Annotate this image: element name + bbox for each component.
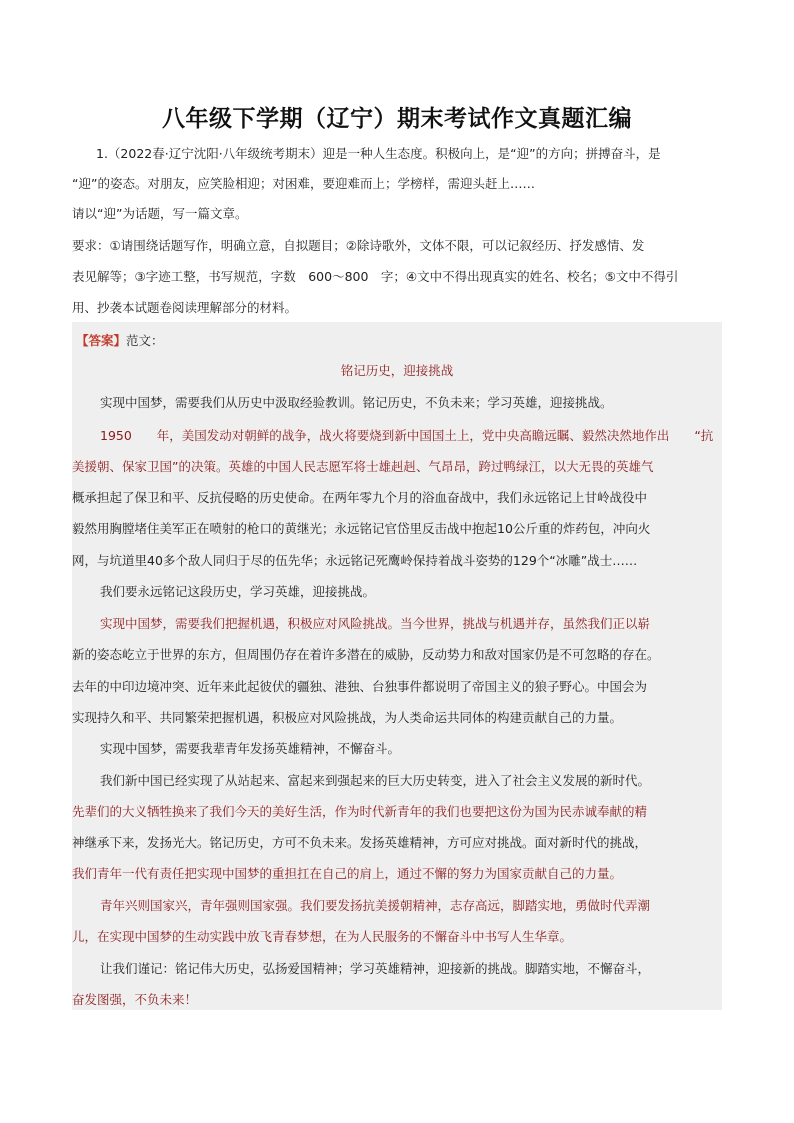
- essay-line: 毅然用胸膛堵住美军正在喷射的枪口的黄继光；永远铭记官岱里反击战中抱起10公斤重的炸药包，冲向火: [72, 521, 651, 536]
- essay-line: 去年的中印边境冲突、近年来此起彼伏的疆独、港独、台独事件都说明了帝国主义的狼子野心。中国会为: [72, 679, 648, 694]
- question-instruction: 请以“迎”为话题，写一篇文章。: [72, 206, 248, 221]
- essay-line: 我们要永远铭记这段历史，学习英雄，迎接挑战。: [100, 584, 376, 599]
- essay-line: 让我们谨记：铭记伟大历史，弘扬爱国精神；学习英雄精神，迎接新的挑战。脚踏实地，不懈奋斗，: [100, 961, 651, 976]
- essay-line: 新的姿态屹立于世界的东方，但周围仍存在着许多潜在的威胁，反动势力和敌对国家仍是不可忽略的存在。: [72, 647, 660, 662]
- answer-label: 范文：: [126, 333, 164, 348]
- question-line-1: 1.（2022春·辽宁沈阳·八年级统考期末）迎是一种人生态度。积极向上，是“迎”的方向；拼搏奋斗，是: [96, 146, 661, 161]
- essay-line: 青年兴则国家兴，青年强则国家强。我们要发扬抗美援朝精神，志存高远，脚踏实地，勇做时代弄潮: [100, 898, 651, 913]
- essay-line: 1950 年，美国发动对朝鲜的战争，战火将要烧到新中国国土上，党中央高瞻远瞩、毅然决然地作出 “抗: [100, 428, 714, 443]
- answer-tag: 【答案】: [76, 333, 127, 348]
- essay-title: 铭记历史，迎接挑战: [340, 363, 454, 378]
- essay-line: 儿，在实现中国梦的生动实践中放飞青春梦想，在为人民服务的不懈奋斗中书写人生华章。: [72, 929, 573, 944]
- requirement-line-1: 要求：①请围绕话题写作，明确立意，自拟题目；②除诗歌外，文体不限，可以记叙经历、抒发感情、发: [72, 238, 645, 253]
- essay-line: 网，与坑道里40多个敌人同归于尽的伍先华；永远铭记死鹰岭保持着战斗姿势的129个“冰雕”战士……: [72, 553, 638, 568]
- answer-header: [76, 333, 164, 349]
- question-line-2: “迎”的姿态。对朋友，应笑脸相迎；对困难，要迎难而上；学榜样，需迎头赶上……: [72, 176, 535, 191]
- essay-line: 美援朝、保家卫国”的决策。英雄的中国人民志愿军将士雄赳赳、气昂昂，跨过鸭绿江，以大无畏的英雄气: [72, 459, 654, 474]
- document-title: 八年级下学期（辽宁）期末考试作文真题汇编: [162, 106, 632, 132]
- essay-line: 实现中国梦，需要我辈青年发扬英雄精神，不懈奋斗。: [100, 741, 401, 756]
- essay-line: 先辈们的大义牺牲换来了我们今天的美好生活，作为时代新青年的我们也要把这份为国为民赤诚奉献的精: [72, 804, 648, 819]
- essay-line: 实现中国梦，需要我们从历史中汲取经验教训。铭记历史，不负未来；学习英雄，迎接挑战。: [100, 395, 613, 410]
- requirement-line-3: 用、抄袭本试题卷阅读理解部分的材料。: [72, 300, 298, 315]
- essay-line: 我们青年一代有责任把实现中国梦的重担扛在自己的肩上，通过不懈的努力为国家贡献自己的力量。: [72, 866, 623, 881]
- essay-line: 我们新中国已经实现了从站起来、富起来到强起来的巨大历史转变，进入了社会主义发展的新时代。: [100, 773, 651, 788]
- essay-line: 奋发图强，不负未来！: [72, 992, 198, 1007]
- essay-line: 概承担起了保卫和平、反抗侵略的历史使命。在两年零九个月的浴血奋战中，我们永远铭记上甘岭战役中: [72, 490, 648, 505]
- essay-line: 实现中国梦，需要我们把握机遇，积极应对风险挑战。当今世界，挑战与机遇并存，虽然我们正以崭: [100, 616, 651, 631]
- essay-line: 神继承下来，发扬光大。铭记历史，方可不负未来。发扬英雄精神，方可应对挑战。面对新时代的挑战，: [72, 835, 648, 850]
- essay-line: 实现持久和平、共同繁荣把握机遇，积极应对风险挑战，为人类命运共同体的构建贡献自己的力量。: [72, 710, 623, 725]
- requirement-line-2: 表见解等；③字迹工整，书写规范，字数 600～800 字；④文中不得出现真实的姓名、校名；⑤文中不得引: [72, 269, 679, 284]
